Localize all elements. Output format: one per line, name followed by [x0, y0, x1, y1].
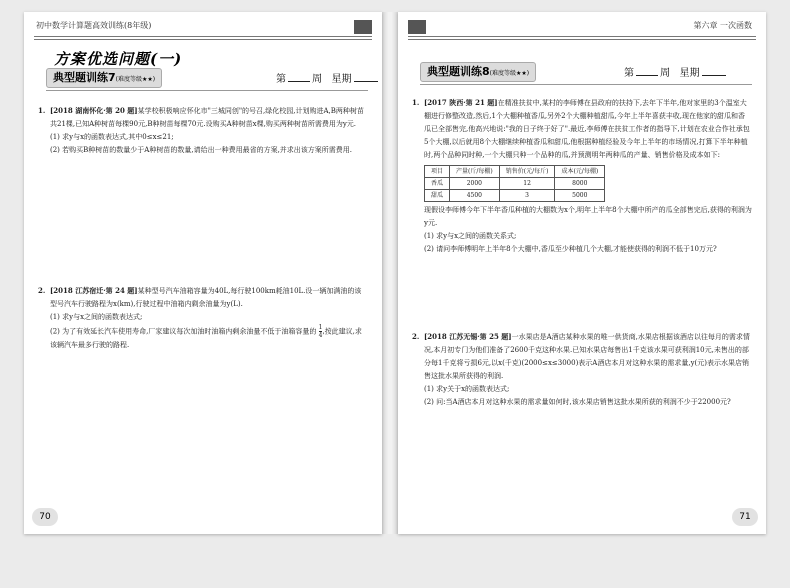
table-header-cell: 销售价(元/每斤) [499, 166, 555, 178]
fraction-denominator: 4 [318, 332, 323, 339]
table-header-cell: 项目 [425, 166, 450, 178]
problem-sub-1: (1) 求y关于x的函数表达式; [424, 385, 510, 393]
week-fields [276, 70, 380, 85]
table-header-row [425, 166, 605, 178]
weekday-label: 星期 [679, 68, 700, 79]
left-page [24, 12, 382, 534]
running-header: 第六章 一次函数 [693, 21, 752, 30]
difficulty-label: (难度等级★★) [115, 76, 156, 83]
table-cell: 5000 [555, 190, 605, 202]
problem-sub-2: (2) 请问李师傅明年上半年8个大棚中,香瓜至少种植几个大棚,才能使获得的利润不低于10万元? [424, 245, 717, 253]
problem-1 [38, 104, 368, 157]
problem-text: 某学校积极响应怀化市"三城同创"的号召,绿化校园,计划购进A,B两种树苗共21棵,已知A种树苗每棵90元,B种树苗每棵70元.设购买A种树苗x棵,购买两种树苗所需费用为y元. [50, 107, 364, 128]
problem-number: 2. [412, 332, 420, 341]
table-row [425, 178, 605, 190]
table-row [425, 190, 605, 202]
header-rule [34, 36, 372, 40]
problem-source: [2018 湖南怀化·第 20 题] [50, 106, 138, 115]
problem-stem [424, 330, 752, 383]
week-fields [624, 64, 728, 79]
table-cell: 4500 [450, 190, 500, 202]
weekday-label: 星期 [331, 74, 352, 85]
weekday-blank[interactable] [702, 75, 726, 76]
problem-sub-2: (2) 若购买B种树苗的数量少于A种树苗的数量,请给出一种费用最省的方案,并求出该方案所需费用. [50, 146, 353, 154]
problem-sub-2: (2) 问:当A酒店本月对这种水果的需求量如何时,该水果店销售这批水果所获的利润不少于22000元? [424, 398, 731, 406]
training-badge-label: 典型题训练8 [427, 65, 490, 78]
difficulty-label: (难度等级★★) [489, 70, 530, 77]
week-di-label: 第 [624, 68, 634, 79]
training-badge-label: 典型题训练7 [53, 71, 116, 84]
week-zhou-label: 周 [312, 74, 322, 85]
book-spine [382, 12, 398, 534]
week-di-label: 第 [276, 74, 286, 85]
problem-1 [412, 96, 752, 256]
problem-stem [50, 284, 368, 311]
problem-number: 2. [38, 286, 46, 295]
problem-text: 一水果店是A酒店某种水果的唯一供货商,水果店根据该酒店以往每月的需求情况,本月初专门为他们准备了2600千克这种水果.已知水果店每售出1千克该水果可获利润10元,未售出的部分每1千克将亏损6元,以x(千克)(2000≤x≤3000)表示A酒店本月对这种水果的需求量,y(元)表示水果店销售这批水果所获得的利润. [424, 333, 750, 380]
header-bar-decoration [408, 20, 426, 34]
page-number: 70 [32, 508, 58, 526]
week-number-blank[interactable] [288, 81, 310, 82]
table-cell: 3 [499, 190, 555, 202]
table-header-cell: 成本(元/每棚) [555, 166, 605, 178]
training-badge [420, 62, 536, 82]
problem-sub-2-end: ,按此建议,求该辆汽车最多行驶的路程. [50, 327, 362, 349]
problem-sub-1: (1) 求y与x之间的函数表达式; [50, 313, 143, 321]
problem-stem [424, 96, 752, 162]
problem-text: 某种型号汽车油箱容量为40L,每行驶100km耗油10L.设一辆加满油的该型号汽车行驶路程为x(km),行驶过程中油箱内剩余油量为y(L). [50, 287, 362, 308]
page-number: 71 [732, 508, 758, 526]
problem-number: 1. [412, 98, 420, 107]
table-cell: 甜瓜 [425, 190, 450, 202]
running-header: 初中数学计算题高效训练(8年级) [36, 21, 152, 30]
problem-sub-2 [50, 324, 368, 352]
problem-text: 在精准扶贫中,某村的李师傅在县政府的扶持下,去年下半年,他对家里的3个温室大棚进行修整改造,然后,1个大棚种植香瓜,另外2个大棚种植甜瓜,今年上半年喜获丰收,现在他家的甜瓜和香瓜已全部售完,他高兴地说:"我的日子终于好了".最近,李师傅在扶贫工作者的指导下,计划在农业合作社承包5个大棚,以后就用8个大棚继续种植香瓜和甜瓜,他根据种植经验及今年上半年的市场情况,打算下半年种植时,两个品种同时种,一个大棚只种一个品种的瓜,并预测明年两种瓜的产量、销售价格及成本如下: [424, 99, 750, 159]
training-badge [46, 68, 162, 88]
weekday-blank[interactable] [354, 81, 378, 82]
problem-2 [38, 284, 368, 352]
problem-continuation: 现假设李师傅今年下半年香瓜种植的大棚数为x个,明年上半年8个大棚中所产的瓜全部售完后,获得的利润为y元. [424, 206, 752, 227]
table-header-cell: 产量(斤/每棚) [450, 166, 500, 178]
problem-source: [2018 江苏宿迁·第 24 题] [50, 286, 138, 295]
week-number-blank[interactable] [636, 75, 658, 76]
week-zhou-label: 周 [660, 68, 670, 79]
training-row [420, 62, 752, 85]
problem-source: [2018 江苏无锡·第 25 题] [424, 332, 512, 341]
data-table [424, 165, 605, 202]
table-cell: 2000 [450, 178, 500, 190]
problem-sub-1: (1) 求y与x之间的函数关系式; [424, 232, 517, 240]
fraction-numerator: 1 [318, 324, 323, 331]
training-row [46, 68, 368, 91]
problem-source: [2017 陕西·第 21 题] [424, 98, 498, 107]
table-cell: 12 [499, 178, 555, 190]
problem-sub-1: (1) 求y与x的函数表达式,其中0≤x≤21; [50, 133, 174, 141]
problem-sub-2-text: (2) 为了有效延长汽车使用寿命,厂家建议每次加油时油箱内剩余油量不低于油箱容量的 [50, 327, 317, 336]
section-title: 方案优选问题(一) [54, 50, 183, 68]
problem-2 [412, 330, 752, 409]
table-cell: 8000 [555, 178, 605, 190]
table-cell: 香瓜 [425, 178, 450, 190]
right-page [398, 12, 766, 534]
header-bar-decoration [354, 20, 372, 34]
problem-stem [50, 104, 368, 131]
header-rule [408, 36, 756, 40]
problem-number: 1. [38, 106, 46, 115]
